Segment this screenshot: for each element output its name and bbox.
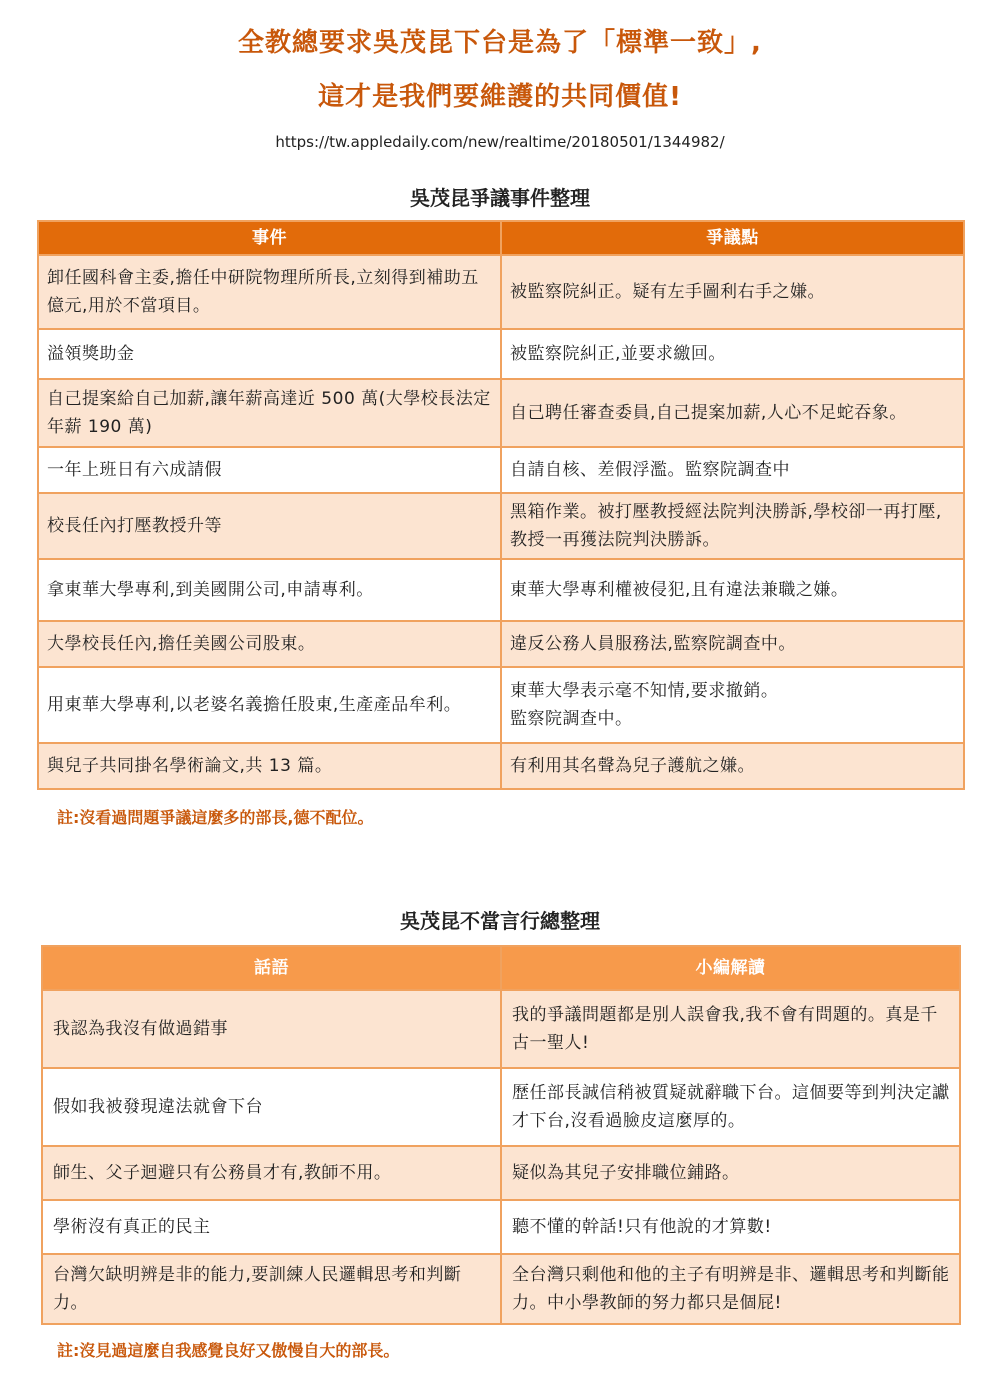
interpretation-cell: 歷任部長誠信稍被質疑就辭職下台。這個要等到判決定讞才下台,沒看過臉皮這麼厚的。 (501, 1068, 960, 1146)
event-cell: 卸任國科會主委,擔任中研院物理所所長,立刻得到補助五億元,用於不當項目。 (38, 255, 501, 329)
issue-cell: 被監察院糾正,並要求繳回。 (501, 329, 964, 379)
table-row (42, 990, 960, 1068)
table-row (38, 447, 964, 493)
event-cell: 用東華大學專利,以老婆名義擔任股東,生產產品牟利。 (38, 667, 501, 743)
issue-cell: 東華大學專利權被侵犯,且有違法兼職之嫌。 (501, 559, 964, 621)
controversies-title: 吳茂昆爭議事件整理 (410, 186, 590, 210)
remarks-note: 註:沒見過這麼自我感覺良好又傲慢自大的部長。 (57, 1341, 400, 1360)
quote-cell: 我認為我沒有做過錯事 (42, 990, 501, 1068)
table-row (38, 329, 964, 379)
interpretation-cell: 我的爭議問題都是別人誤會我,我不會有問題的。真是千古一聖人! (501, 990, 960, 1068)
column-header-quote: 話語 (42, 946, 501, 990)
event-cell: 與兒子共同掛名學術論文,共 13 篇。 (38, 743, 501, 789)
table-row (38, 493, 964, 559)
event-cell: 一年上班日有六成請假 (38, 447, 501, 493)
table-row (38, 621, 964, 667)
table-row (42, 1200, 960, 1254)
table-row (38, 667, 964, 743)
controversies-note: 註:沒看過問題爭議這麼多的部長,德不配位。 (57, 808, 374, 827)
interpretation-cell: 疑似為其兒子安排職位鋪路。 (501, 1146, 960, 1200)
issue-cell: 違反公務人員服務法,監察院調查中。 (501, 621, 964, 667)
interpretation-cell: 聽不懂的幹話!只有他說的才算數! (501, 1200, 960, 1254)
issue-cell: 自己聘任審查委員,自己提案加薪,人心不足蛇吞象。 (501, 379, 964, 447)
remarks-table (41, 945, 961, 1325)
table-row (38, 559, 964, 621)
table-row (38, 379, 964, 447)
table-header-row (42, 946, 960, 990)
quote-cell: 師生、父子迴避只有公務員才有,教師不用。 (42, 1146, 501, 1200)
table-header-row (38, 221, 964, 255)
event-cell: 拿東華大學專利,到美國開公司,申請專利。 (38, 559, 501, 621)
headline-line-2: 這才是我們要維護的共同價值! (318, 82, 682, 112)
headline-line-1: 全教總要求吳茂昆下台是為了「標準一致」, (238, 28, 762, 58)
issue-cell: 黑箱作業。被打壓教授經法院判決勝訴,學校卻一再打壓,教授一再獲法院判決勝訴。 (501, 493, 964, 559)
event-cell: 校長任內打壓教授升等 (38, 493, 501, 559)
quote-cell: 學術沒有真正的民主 (42, 1200, 501, 1254)
event-cell: 大學校長任內,擔任美國公司股東。 (38, 621, 501, 667)
quote-cell: 假如我被發現違法就會下台 (42, 1068, 501, 1146)
table-row (42, 1146, 960, 1200)
table-row (42, 1254, 960, 1324)
source-url: https://tw.appledaily.com/new/realtime/20180501/1344982/ (275, 133, 725, 151)
issue-cell: 有利用其名聲為兒子護航之嫌。 (501, 743, 964, 789)
quote-cell: 台灣欠缺明辨是非的能力,要訓練人民邏輯思考和判斷力。 (42, 1254, 501, 1324)
controversies-table (37, 220, 965, 790)
event-cell: 溢領獎助金 (38, 329, 501, 379)
table-row (42, 1068, 960, 1146)
table-row (38, 743, 964, 789)
issue-cell: 被監察院糾正。疑有左手圖利右手之嫌。 (501, 255, 964, 329)
issue-cell: 東華大學表示毫不知情,要求撤銷。 監察院調查中。 (501, 667, 964, 743)
event-cell: 自己提案給自己加薪,讓年薪高達近 500 萬(大學校長法定年薪 190 萬) (38, 379, 501, 447)
table-row (38, 255, 964, 329)
issue-cell: 自請自核、差假浮濫。監察院調查中 (501, 447, 964, 493)
interpretation-cell: 全台灣只剩他和他的主子有明辨是非、邏輯思考和判斷能力。中小學教師的努力都只是個屁! (501, 1254, 960, 1324)
column-header-interpretation: 小編解讀 (501, 946, 960, 990)
remarks-title: 吳茂昆不當言行總整理 (400, 909, 600, 933)
column-header-event: 事件 (38, 221, 501, 255)
column-header-issue: 爭議點 (501, 221, 964, 255)
